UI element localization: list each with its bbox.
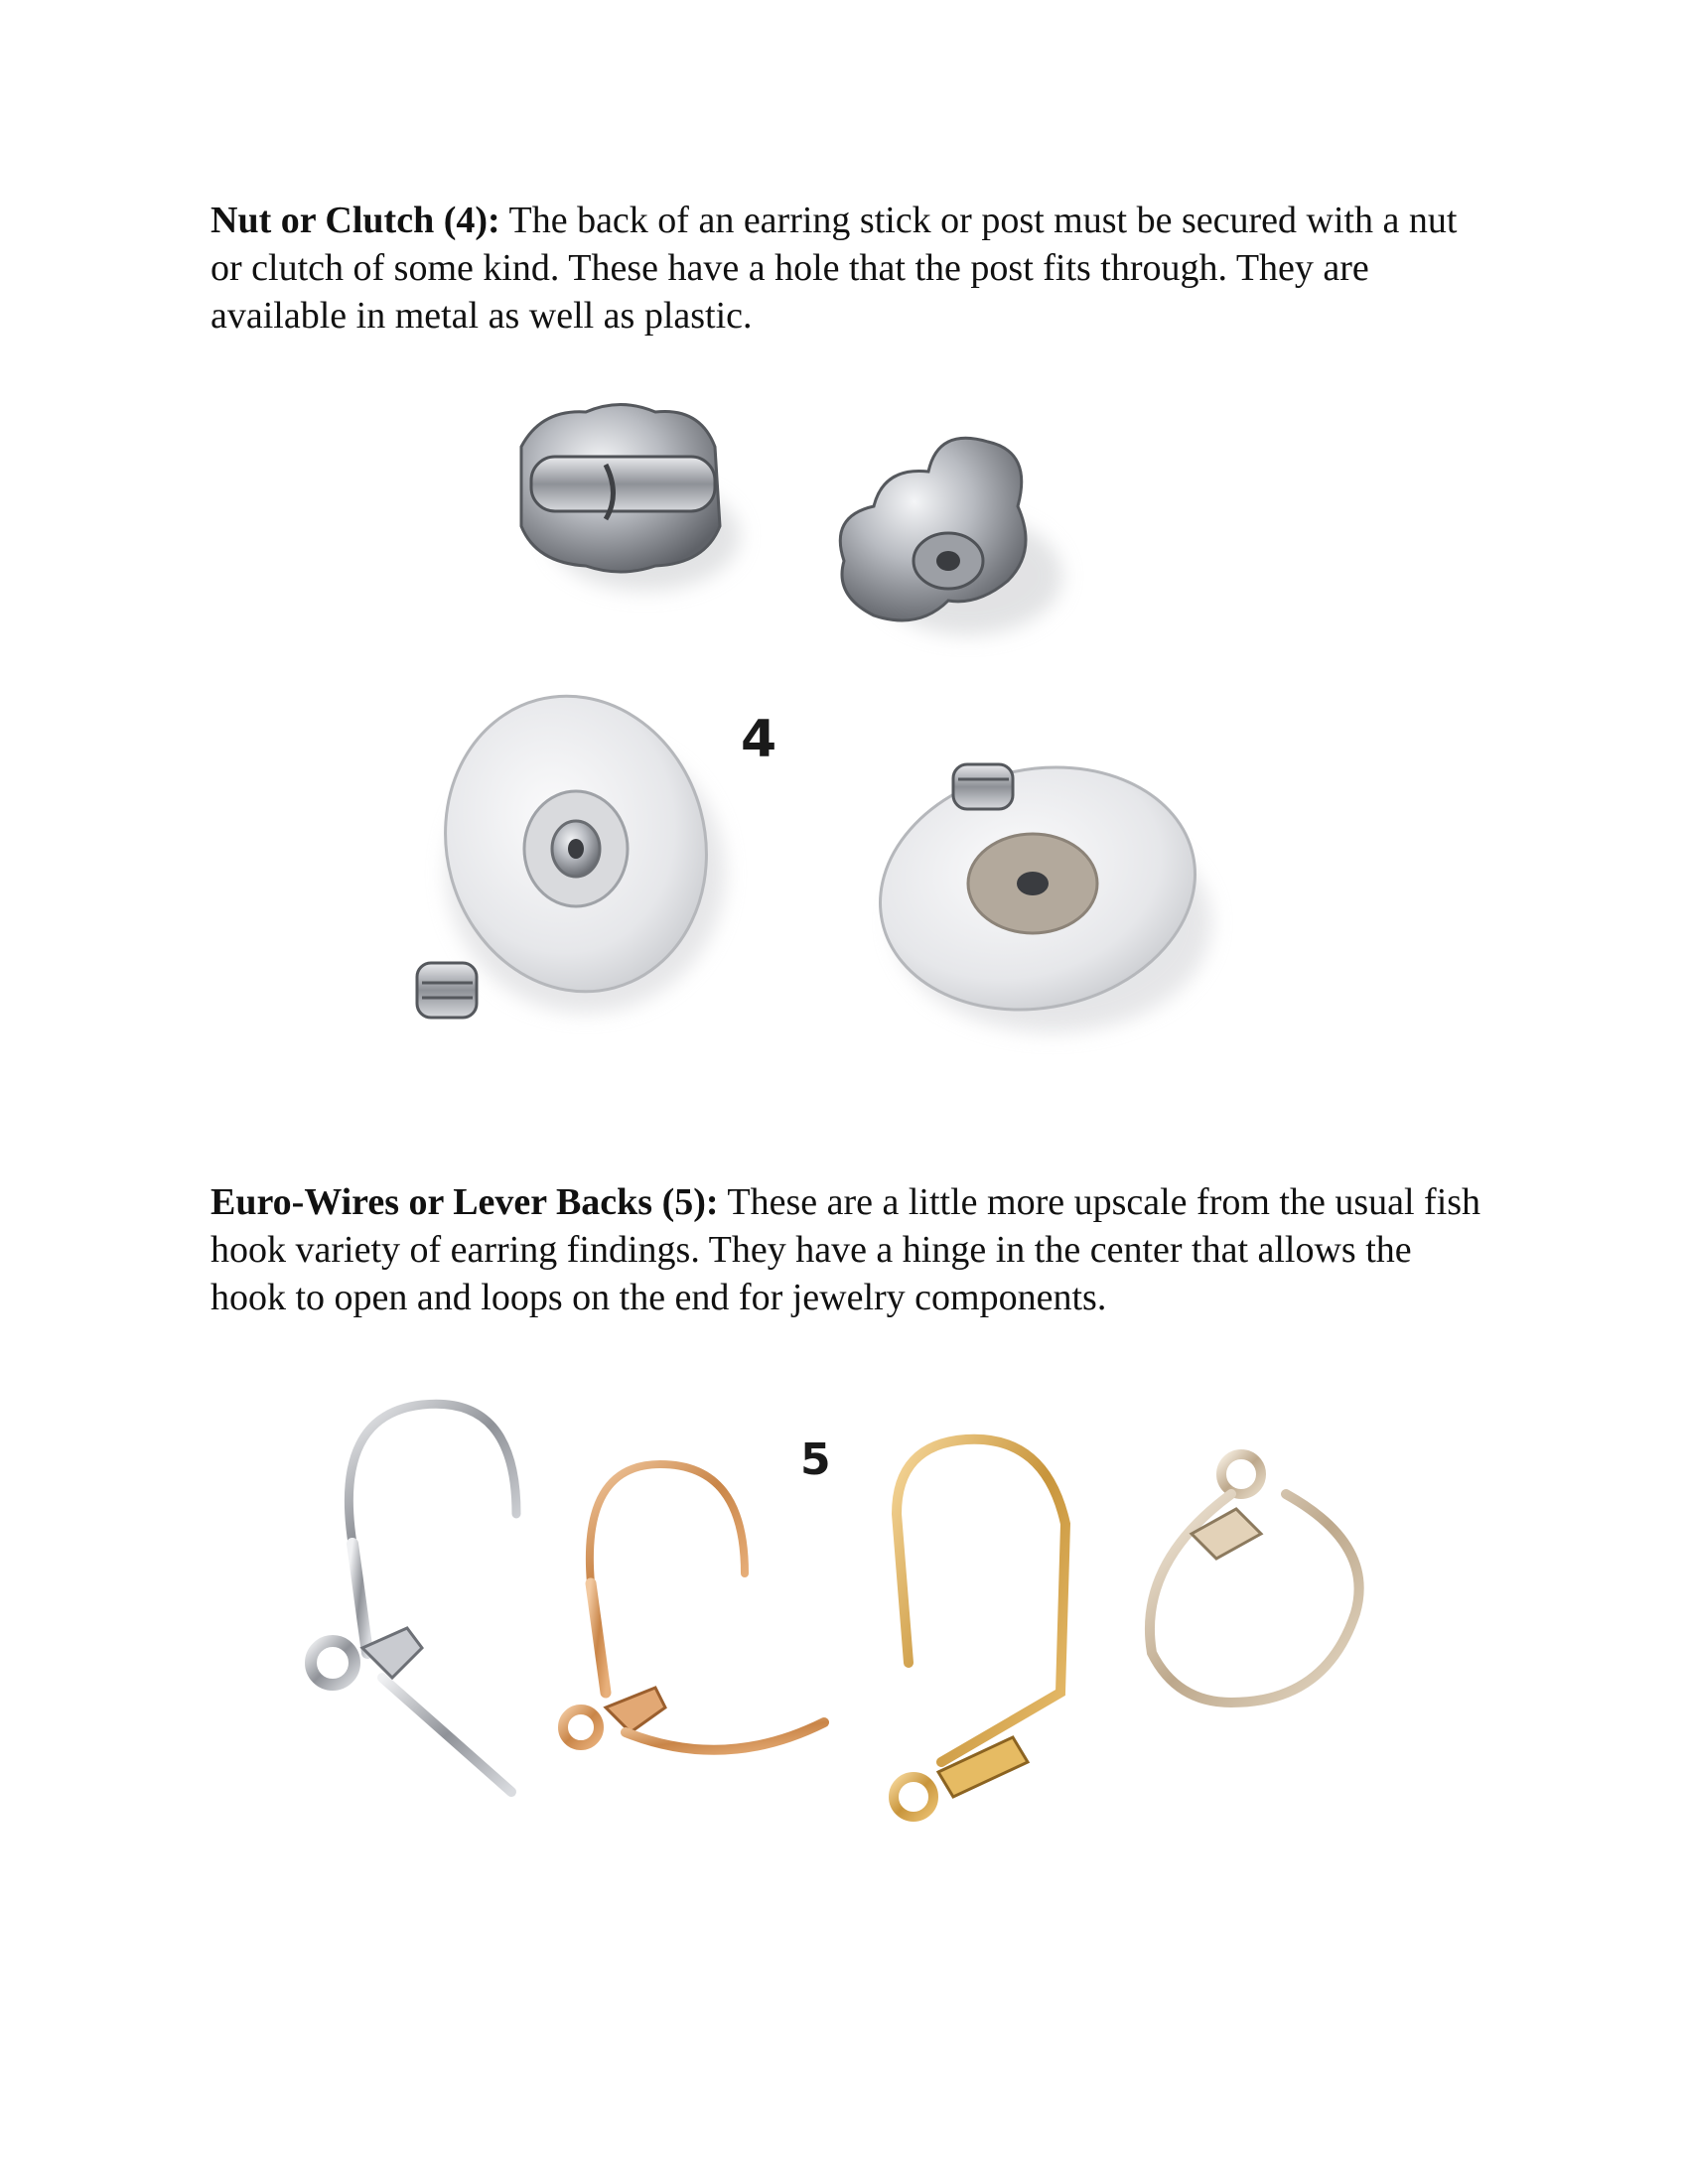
nut-clutch-heading: Nut or Clutch (4): bbox=[211, 200, 500, 241]
metal-clutch-side bbox=[840, 438, 1062, 635]
pale-gold-lever-back bbox=[1150, 1454, 1359, 1703]
gold-lever-back bbox=[894, 1439, 1065, 1817]
lever-backs-description: These are a little more upscale from the usual fish hook variety of earring findings. They have a hinge in the center that allows the hook to open and loops on the end for jewelry components. bbox=[211, 1181, 1481, 1318]
rose-gold-lever-back bbox=[563, 1464, 824, 1750]
lever-backs-heading: Euro-Wires or Lever Backs (5): bbox=[211, 1181, 719, 1223]
silver-lever-back bbox=[311, 1404, 516, 1792]
nut-clutch-paragraph bbox=[211, 197, 1491, 340]
plastic-clutch-right bbox=[858, 739, 1218, 1037]
figure-number-4: 4 bbox=[741, 710, 777, 769]
plastic-clutch-left bbox=[413, 666, 740, 1021]
figure-number-5: 5 bbox=[800, 1434, 831, 1485]
nut-clutch-description: The back of an earring stick or post must be secured with a nut or clutch of some kind. These have a hole that the post fits through. They are available in metal as well as plastic. bbox=[211, 200, 1458, 337]
lever-backs-paragraph bbox=[211, 1178, 1491, 1321]
metal-clutch-front bbox=[521, 405, 740, 592]
lever-backs-illustration bbox=[0, 1365, 1688, 1881]
earring-backs-illustration bbox=[0, 387, 1688, 1112]
earring-backs-photo bbox=[0, 387, 1688, 1112]
lever-backs-photo bbox=[0, 1365, 1688, 1881]
